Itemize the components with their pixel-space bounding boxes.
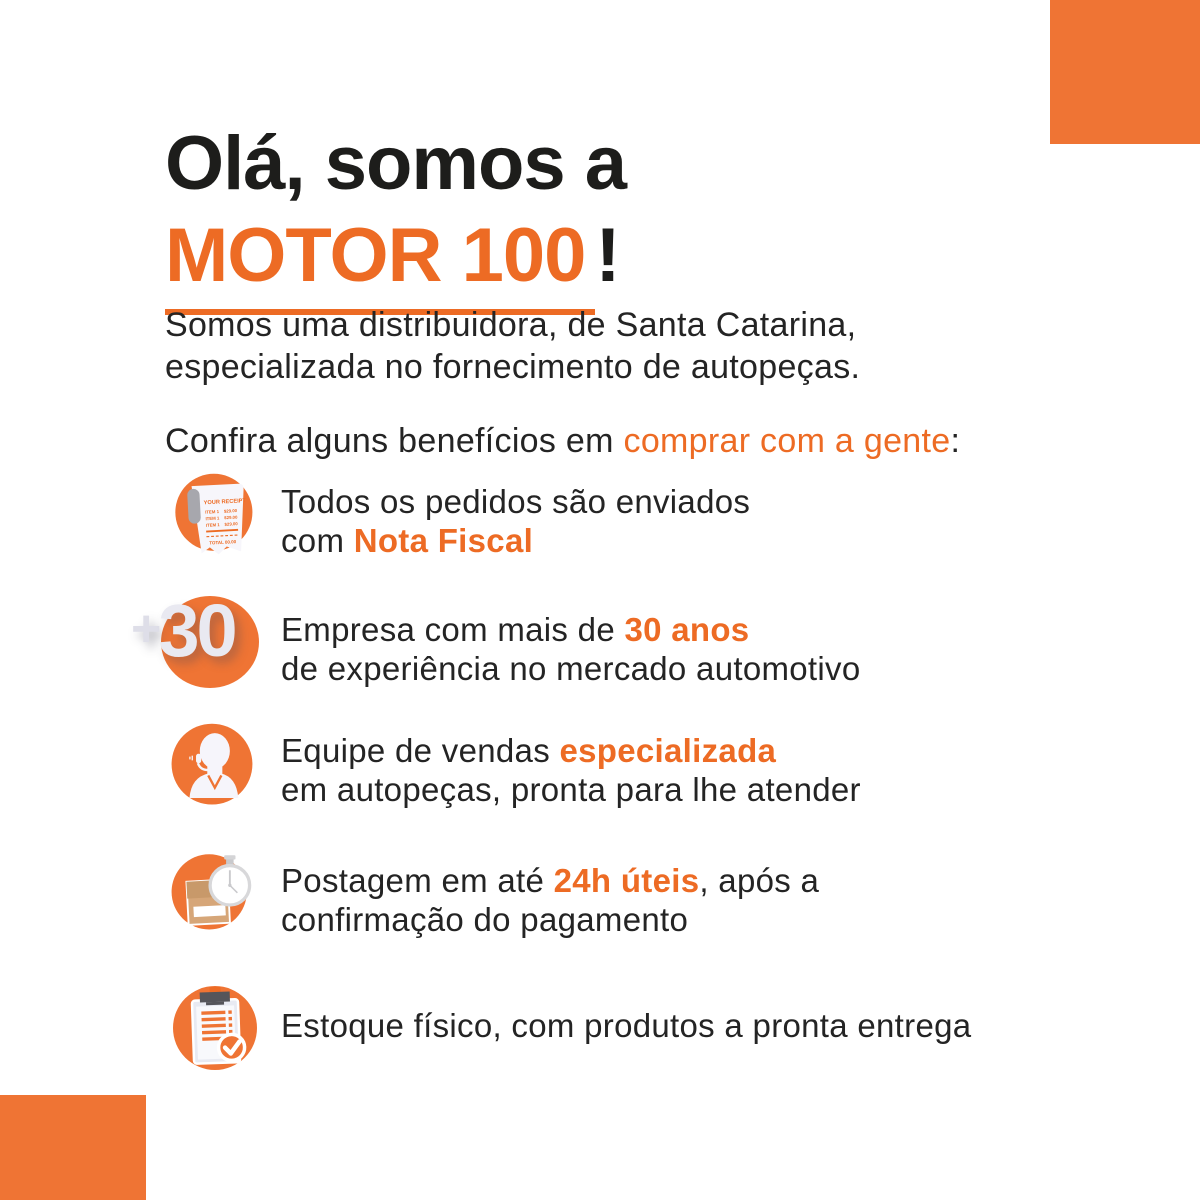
benefit-item-estoque — [165, 976, 971, 1070]
title-greeting: Olá, somos a — [165, 120, 627, 206]
intro-paragraph — [165, 304, 860, 388]
clipboard-check-icon — [165, 976, 259, 1070]
package-stopwatch-icon — [165, 843, 259, 937]
receipt-price-1: $29.00 — [223, 508, 238, 514]
benefits-intro-highlight: comprar com a gente — [623, 422, 951, 460]
benefit-line: Estoque físico, com produtos a pronta entrega — [281, 1007, 972, 1044]
benefit-line: confirmação do pagamento — [281, 901, 689, 938]
plus-30-text — [131, 588, 235, 673]
intro-line-2: especializada no fornecimento de autopeças. — [165, 348, 861, 386]
receipt-total-text: TOTAL 00.00 — [209, 539, 237, 546]
title-brand-line — [165, 213, 626, 315]
benefit-item-nota-fiscal — [165, 470, 750, 564]
plus-sign: + — [131, 600, 159, 658]
benefit-text-postagem — [281, 843, 819, 939]
benefit-line: de experiência no mercado automotivo — [281, 650, 861, 687]
receipt-price-3: $29.00 — [224, 521, 238, 527]
benefit-item-30-anos — [131, 589, 861, 688]
corner-square-top-right — [1050, 0, 1200, 144]
page-title — [165, 121, 626, 315]
benefit-line: Todos os pedidos são enviados — [281, 483, 751, 520]
corner-square-bottom-left — [0, 1095, 146, 1200]
title-exclamation: ! — [595, 212, 620, 298]
benefit-text-equipe — [281, 719, 861, 813]
support-agent-icon — [165, 719, 259, 813]
benefit-line: Equipe de vendas especializada — [281, 732, 777, 769]
receipt-price-2: $29.00 — [224, 514, 238, 521]
intro-line-1: Somos uma distribuidora, de Santa Catarina, — [165, 306, 857, 344]
receipt-title-text: YOUR RECEIPT — [203, 498, 247, 507]
benefit-text-estoque — [281, 976, 971, 1070]
receipt-icon — [165, 470, 259, 564]
benefit-line: Postagem em até 24h úteis, após a — [281, 862, 820, 899]
brand-name: MOTOR 100 — [165, 213, 595, 315]
benefit-line: em autopeças, pronta para lhe atender — [281, 771, 861, 808]
benefits-intro-suffix: : — [950, 422, 961, 460]
benefits-intro-prefix: Confira alguns benefícios em — [165, 422, 624, 460]
receipt-item-2: ITEM 1 — [205, 515, 220, 522]
benefit-text-nota-fiscal — [281, 470, 750, 564]
badge-number: 30 — [158, 589, 235, 672]
receipt-item-1: ITEM 1 — [205, 508, 220, 515]
benefits-intro — [165, 422, 960, 461]
benefit-item-equipe — [165, 719, 861, 813]
plus-30-badge — [131, 589, 259, 688]
benefit-text-30-anos — [281, 594, 860, 688]
benefit-line: Empresa com mais de 30 anos — [281, 611, 750, 648]
receipt-item-3: ITEM 1 — [205, 522, 220, 528]
benefit-item-postagem — [165, 843, 819, 939]
benefit-line: com Nota Fiscal — [281, 522, 534, 559]
